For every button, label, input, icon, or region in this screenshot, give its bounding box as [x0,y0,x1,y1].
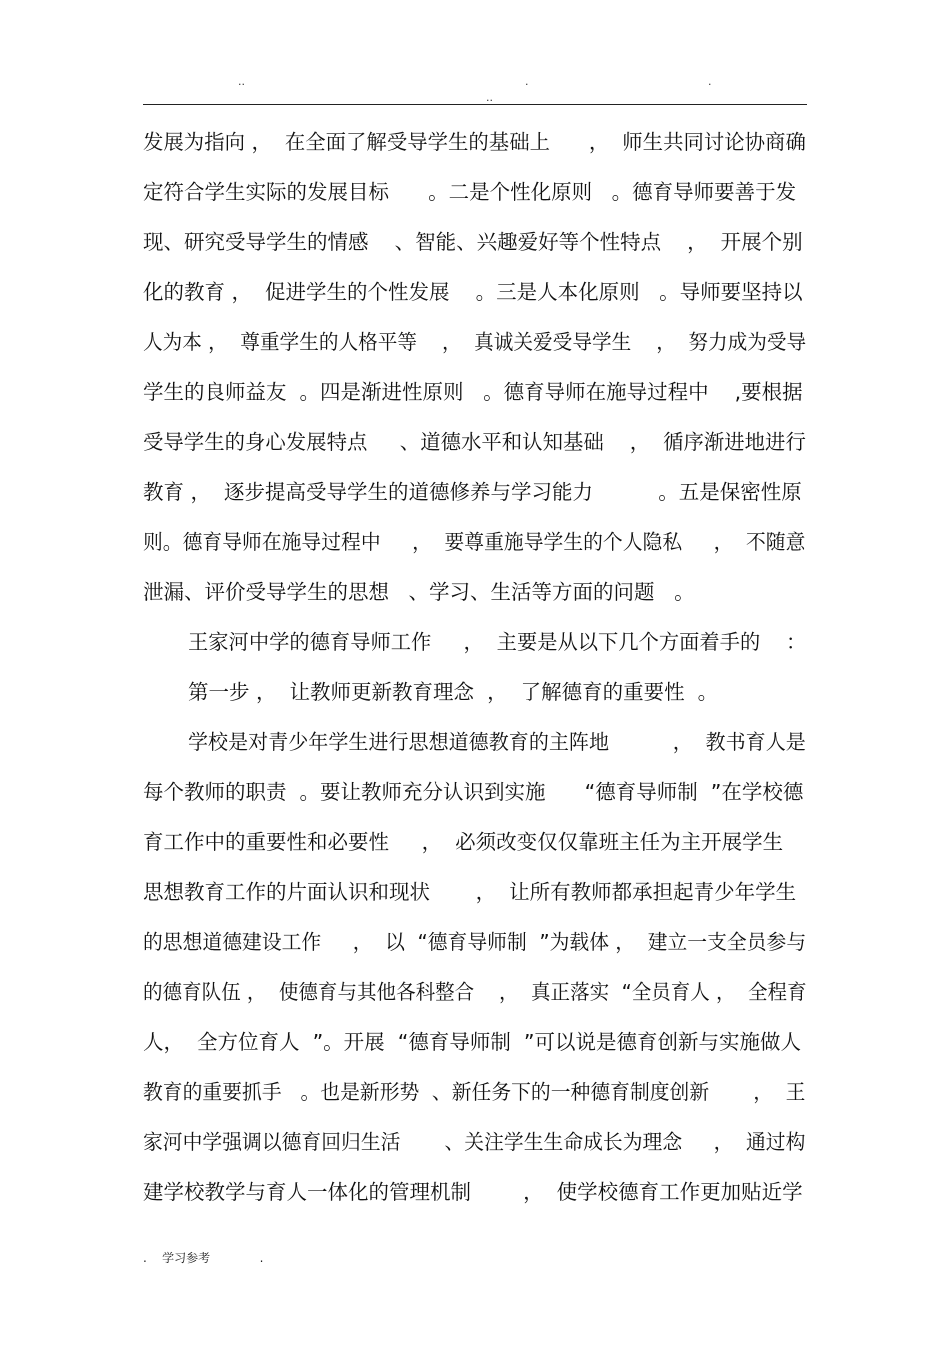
text-line-20: 教育的重要抓手 。也是新形势 、新任务下的一种德育制度创新 ， 王 [143,1080,806,1104]
header-mark-1: .. [238,75,245,88]
text-line-10: 泄漏、评价受导学生的思想 、学习、生活等方面的问题 。 [143,580,695,604]
text-line-6: 学生的良师益友 。四是渐进性原则 。德育导师在施导过程中 ,要根据 [143,380,803,404]
header-rule [143,104,807,105]
text-line-14: 每个教师的职责 。要让教师充分认识到实施 “德育导师制 ”在学校德 [143,780,804,804]
page-footer: . 学习参考 . [143,1251,264,1265]
text-line-9: 则。德育导师在施导过程中 ， 要尊重施导学生的个人隐私 ， 不随意 [143,530,806,554]
text-line-12: 第一步 ， 让教师更新教育理念 ， 了解德育的重要性 。 [188,680,719,704]
text-line-7: 受导学生的身心发展特点 、道德水平和认知基础 ， 循序渐进地进行 [143,430,806,454]
text-line-15: 育工作中的重要性和必要性 ， 必须改变仅仅靠班主任为主开展学生 [143,830,784,854]
text-line-4: 化的教育 ， 促进学生的个性发展 。三是人本化原则 。导师要坚持以 [143,280,803,304]
text-line-11: 王家河中学的德育导师工作 ， 主要是从以下几个方面着手的 ： [188,630,807,654]
header-mark-3: . [708,75,712,88]
text-line-21: 家河中学强调以德育回归生活 、关注学生生命成长为理念 ， 通过构 [143,1130,806,1154]
text-line-8: 教育 ， 逐步提高受导学生的道德修养与学习能力 。五是保密性原 [143,480,802,504]
text-line-18: 的德育队伍 ， 使德育与其他各科整合 ， 真正落实 “全员育人 ， 全程育 [143,980,807,1004]
text-line-19: 人， 全方位育人 ”。开展 “德育导师制 ”可以说是德育创新与实施做人 [143,1030,801,1054]
header-mark-2: . [525,75,529,88]
text-line-17: 的思想道德建设工作 ， 以 “德育导师制 ”为载体 ， 建立一支全员参与 [143,930,807,954]
text-line-2: 定符合学生实际的发展目标 。二是个性化原则 。德育导师要善于发 [143,180,797,204]
text-line-16: 思想教育工作的片面认识和现状 ， 让所有教师都承担起青少年学生 [143,880,797,904]
text-line-5: 人为本 ， 尊重学生的人格平等 ， 真诚关爱受导学生 ， 努力成为受导 [143,330,807,354]
text-line-3: 现、研究受导学生的情感 、智能、兴趣爱好等个性特点 ， 开展个别 [143,230,803,254]
text-line-22: 建学校教学与育人一体化的管理机制 ， 使学校德育工作更加贴近学 [143,1180,803,1204]
header-mark-4: .. [486,91,493,104]
text-line-1: 发展为指向 ， 在全面了解受导学生的基础上 ， 师生共同讨论协商确 [143,130,806,154]
text-line-13: 学校是对青少年学生进行思想道德教育的主阵地 ， 教书育人是 [188,730,806,754]
